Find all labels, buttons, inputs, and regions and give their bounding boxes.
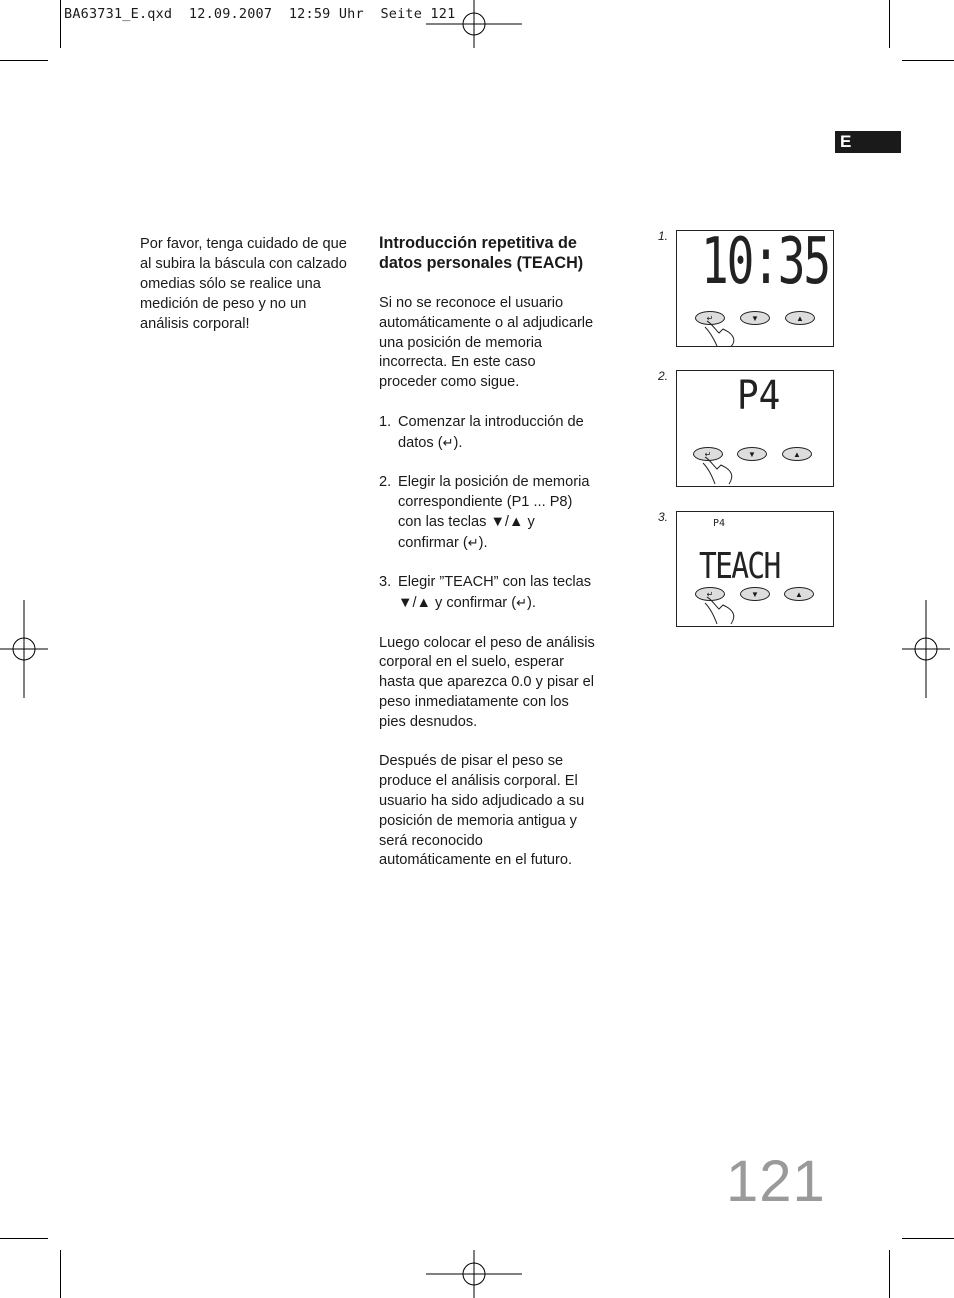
- down-arrow-icon: ▼: [748, 449, 756, 459]
- down-arrow-icon: ▼: [751, 589, 759, 599]
- step-number: 2.: [379, 474, 392, 491]
- enter-icon: ↵: [706, 313, 714, 323]
- scale-display-figure-3: [676, 511, 834, 627]
- step-text-after: ).: [453, 434, 463, 451]
- down-button: [740, 311, 770, 325]
- scale-display-figure-2: [676, 370, 834, 487]
- up-arrow-icon: ▲: [796, 313, 804, 323]
- crop-mark: [60, 1250, 61, 1298]
- enter-icon: ↵: [706, 589, 714, 599]
- crop-mark: [902, 60, 954, 61]
- crop-mark: [889, 1250, 890, 1298]
- main-column: [379, 233, 597, 891]
- registration-mark-bottom: [426, 1250, 524, 1298]
- display-memory-slot-small: P4: [713, 518, 726, 529]
- step-item: [379, 473, 597, 553]
- down-button: [740, 587, 770, 601]
- print-slug: BA63731_E.qxd 12.09.2007 12:59 Uhr Seite 121: [64, 6, 456, 22]
- up-button: [784, 587, 814, 601]
- figure-label: 1.: [658, 229, 669, 243]
- step-item: [379, 573, 597, 614]
- step-text-after: ).: [478, 534, 488, 551]
- enter-icon: ↵: [516, 594, 527, 610]
- final-paragraph: Después de pisar el peso se produce el análisis corporal. El usuario ha sido adjudicado a su posición de memoria antigua y será reconocido automáticamente en el futuro.: [379, 753, 585, 869]
- step-number: 3.: [379, 574, 392, 591]
- page-number: 121: [726, 1149, 826, 1214]
- pointing-hand-icon: [701, 455, 741, 485]
- down-arrow-icon: ▼: [751, 313, 759, 323]
- step-text: [398, 573, 597, 614]
- crop-mark: [0, 60, 48, 61]
- step-text-before: Elegir ”TEACH” con las teclas ▼/▲ y confirmar (: [398, 574, 592, 611]
- up-button: [782, 447, 812, 461]
- step-text-before: Comenzar la introducción de datos (: [398, 413, 584, 451]
- display-time: 10:35: [701, 225, 829, 299]
- step-text-before: Elegir la posición de memoria correspondiente (P1 ... P8) con las teclas ▼/▲ y confirmar (: [398, 474, 590, 551]
- step-text: [398, 413, 597, 454]
- display-memory-slot: P4: [737, 373, 781, 419]
- registration-mark-right: [902, 600, 950, 698]
- pointing-hand-icon: [703, 319, 743, 346]
- enter-icon: ↵: [704, 449, 712, 459]
- registration-mark-left: [0, 600, 48, 698]
- enter-icon: ↵: [467, 534, 479, 550]
- up-arrow-icon: ▲: [793, 449, 801, 459]
- step-number: 1.: [379, 413, 392, 430]
- scale-display-figure-1: [676, 225, 834, 347]
- step-text-after: ).: [527, 594, 536, 611]
- left-column-note: Por favor, tenga cuidado de que al subira la báscula con calzado omedias sólo se realice una medición de peso y no un análisis corporal!: [140, 236, 347, 332]
- crop-mark: [889, 0, 890, 48]
- up-button: [785, 311, 815, 325]
- pointing-hand-icon: [703, 595, 743, 625]
- intro-paragraph: Si no se reconoce el usuario automáticamente o al adjudicarle una posición de memoria incorrecta. En este caso proceder como sigue.: [379, 295, 594, 391]
- up-arrow-icon: ▲: [795, 589, 803, 599]
- figure-label: 2.: [658, 369, 669, 383]
- crop-mark: [902, 1238, 954, 1239]
- step-item: [379, 413, 597, 454]
- step-text: [398, 473, 597, 553]
- crop-mark: [0, 1238, 48, 1239]
- crop-mark: [60, 0, 61, 48]
- enter-icon: ↵: [442, 434, 454, 450]
- language-tab: E: [835, 131, 901, 153]
- display-teach: TEACH: [699, 546, 780, 587]
- figure-label: 3.: [658, 510, 669, 524]
- section-heading: Introducción repetitiva de datos personales (TEACH): [379, 234, 584, 272]
- down-button: [737, 447, 767, 461]
- placement-paragraph: Luego colocar el peso de análisis corporal en el suelo, esperar hasta que aparezca 0.0 y pisar el peso inmediatamente con los pies desnudos.: [379, 634, 595, 730]
